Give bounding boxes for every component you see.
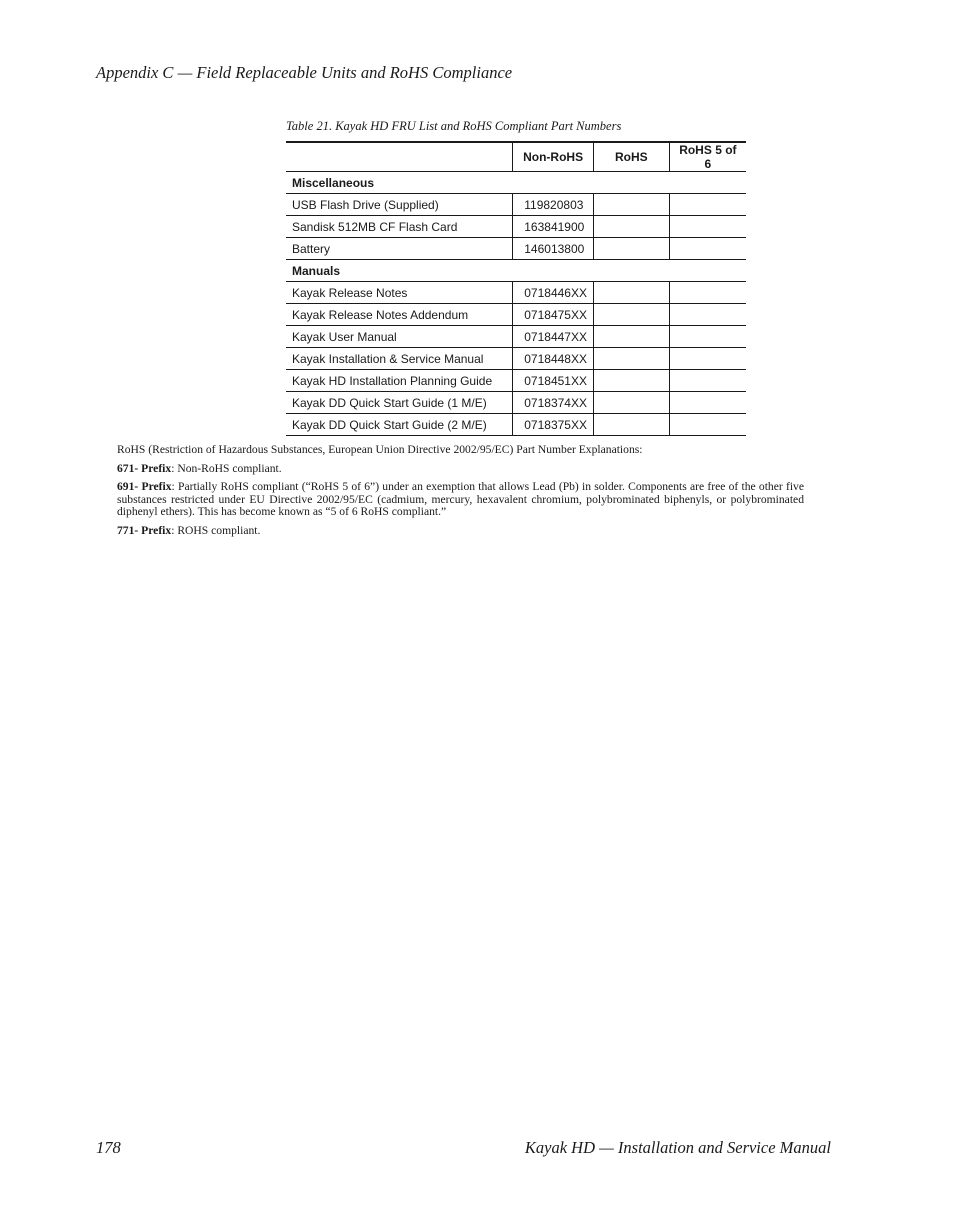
note-771 <box>117 525 804 538</box>
rohs-5-of-6-part-cell <box>669 194 746 216</box>
table-row <box>286 282 746 304</box>
rohs-part-cell <box>593 348 669 370</box>
item-name-cell: Kayak HD Installation Planning Guide <box>292 373 493 388</box>
non-rohs-part-cell: 146013800 <box>513 238 594 260</box>
item-name-cell: Kayak Release Notes <box>292 285 408 300</box>
table-caption: Table 21. Kayak HD FRU List and RoHS Compliant Part Numbers <box>286 119 622 133</box>
rohs-notes <box>117 444 804 543</box>
non-rohs-part-cell: 0718451XX <box>513 370 594 392</box>
item-name-cell: Kayak DD Quick Start Guide (2 M/E) <box>292 417 487 432</box>
table-row <box>286 216 746 238</box>
rohs-5-of-6-part-cell <box>669 216 746 238</box>
footer-manual-title: Kayak HD — Installation and Service Manual <box>524 1138 831 1157</box>
non-rohs-part-cell: 0718374XX <box>513 392 594 414</box>
column-header-rohs: RoHS <box>593 142 669 172</box>
rohs-5-of-6-part-cell <box>669 414 746 436</box>
note-prefix: 771- Prefix <box>117 523 172 537</box>
rohs-5-of-6-part-cell <box>669 282 746 304</box>
item-name-cell: Kayak User Manual <box>292 329 397 344</box>
non-rohs-part-cell: 0718375XX <box>513 414 594 436</box>
non-rohs-part-cell: 0718446XX <box>513 282 594 304</box>
non-rohs-part-cell: 0718447XX <box>513 326 594 348</box>
fru-table <box>286 141 746 436</box>
rohs-part-cell <box>593 194 669 216</box>
note-prefix: 691- Prefix <box>117 480 172 493</box>
section-row <box>286 260 746 282</box>
rohs-part-cell <box>593 392 669 414</box>
table-row <box>286 414 746 436</box>
item-name-cell: Battery <box>292 241 331 256</box>
rohs-5-of-6-part-cell <box>669 370 746 392</box>
table-row <box>286 370 746 392</box>
note-691 <box>117 481 804 519</box>
page-number: 178 <box>96 1138 121 1157</box>
table-row <box>286 392 746 414</box>
non-rohs-part-cell: 119820803 <box>513 194 594 216</box>
table-row <box>286 238 746 260</box>
column-header-item <box>286 142 513 172</box>
item-name-cell: Kayak Installation & Service Manual <box>292 351 484 366</box>
rohs-part-cell <box>593 216 669 238</box>
rohs-part-cell <box>593 414 669 436</box>
rohs-part-cell <box>593 282 669 304</box>
rohs-part-cell <box>593 238 669 260</box>
table-body <box>286 172 746 436</box>
rohs-5-of-6-part-cell <box>669 326 746 348</box>
rohs-part-cell <box>593 370 669 392</box>
table-row <box>286 326 746 348</box>
table-header-row <box>286 142 746 172</box>
item-name-cell: Kayak DD Quick Start Guide (1 M/E) <box>292 395 487 410</box>
rohs-part-cell <box>593 326 669 348</box>
rohs-5-of-6-part-cell <box>669 304 746 326</box>
item-name-cell: Kayak Release Notes Addendum <box>292 307 469 322</box>
section-row <box>286 172 746 194</box>
rohs-part-cell <box>593 304 669 326</box>
rohs-5-of-6-part-cell <box>669 238 746 260</box>
non-rohs-part-cell: 0718475XX <box>513 304 594 326</box>
section-title: Manuals <box>292 263 341 278</box>
column-header-rohs-5-of-6: RoHS 5 of 6 <box>669 142 746 172</box>
table-row <box>286 348 746 370</box>
item-name-cell: Sandisk 512MB CF Flash Card <box>292 219 458 234</box>
section-title: Miscellaneous <box>292 175 375 190</box>
non-rohs-part-cell: 0718448XX <box>513 348 594 370</box>
note-prefix: 671- Prefix <box>117 461 172 475</box>
table-row <box>286 304 746 326</box>
note-671 <box>117 463 804 476</box>
item-name-cell: USB Flash Drive (Supplied) <box>292 197 439 212</box>
running-header: Appendix C — Field Replaceable Units and RoHS Compliance <box>96 63 513 82</box>
column-header-non-rohs: Non-RoHS <box>523 150 584 164</box>
table-row <box>286 194 746 216</box>
rohs-5-of-6-part-cell <box>669 392 746 414</box>
note-text: : ROHS compliant. <box>171 523 261 537</box>
note-text: : Non-RoHS compliant. <box>171 461 282 475</box>
note-text: : Partially RoHS compliant (“RoHS 5 of 6”) under an exemption that allows Lead (Pb) in solder. Components are free of the other five substances restricted under EU Directive 2002/95/EC (cadmium, mercury, hexavalent chromium, polybrominated biphenyls, or polybrominated diphenyl ethers). This has become known as “5 of 6 RoHS compliant.” <box>117 480 805 518</box>
rohs-5-of-6-part-cell <box>669 348 746 370</box>
notes-intro: RoHS (Restriction of Hazardous Substances, European Union Directive 2002/95/EC) Part Number Explanations: <box>117 443 643 456</box>
non-rohs-part-cell: 163841900 <box>513 216 594 238</box>
